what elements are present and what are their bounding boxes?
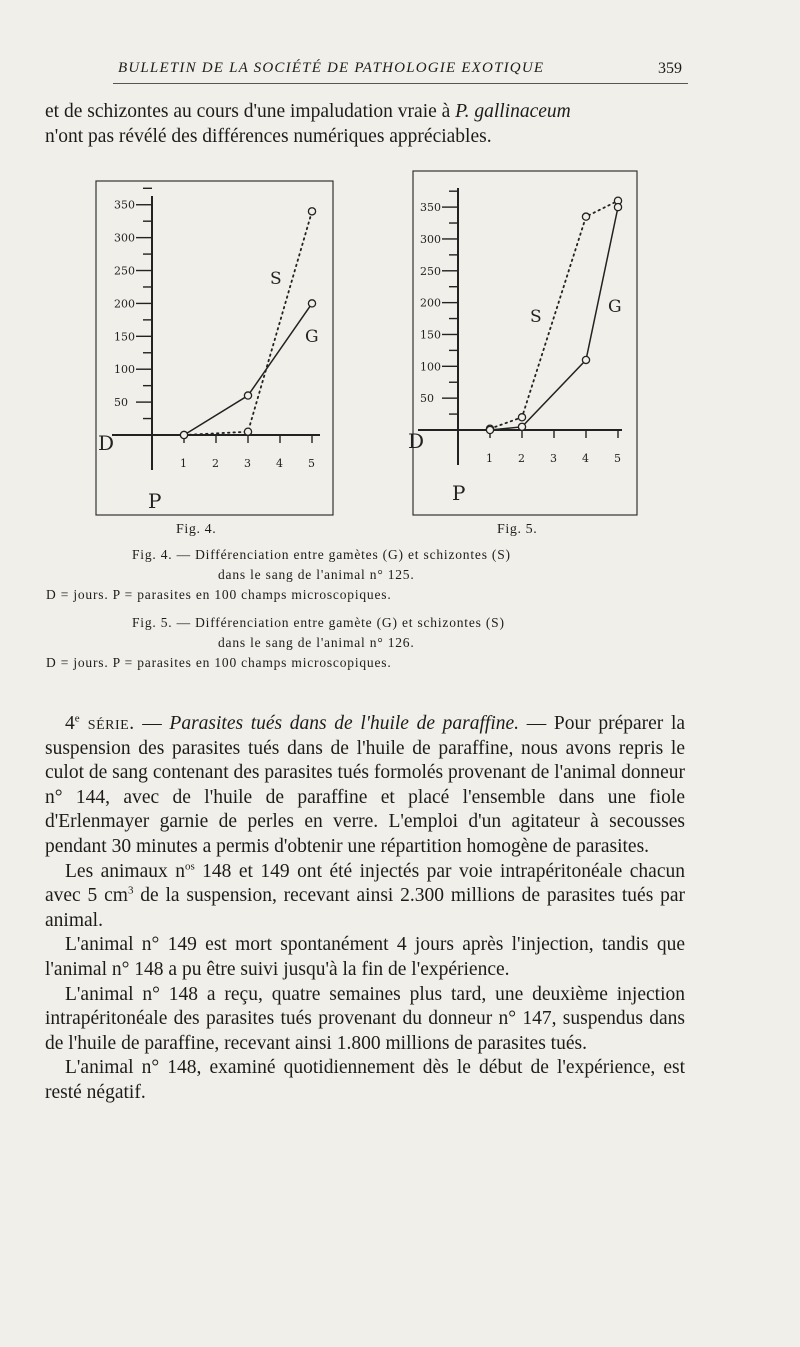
fig5-y-tick-label: 200 [420, 296, 441, 310]
fig5-label: Fig. 5. [497, 522, 538, 537]
fig5-series-label-G: G [608, 297, 622, 317]
fig5-caption-line2: dans le sang de l'animal n° 126. [218, 635, 415, 650]
fig4-y-tick-label: 300 [114, 231, 135, 245]
fig4-caption-line2: dans le sang de l'animal n° 125. [218, 567, 415, 582]
fig4-y-tick-label: 100 [114, 363, 135, 377]
intro-text-a: et de schizontes au cours d'une impaludation vraie à [45, 101, 456, 122]
fig4-point-S [244, 428, 251, 435]
paragraph-animal-149: L'animal n° 149 est mort spontanément 4 jours après l'injection, tandis que l'animal n° 148 a pu être suivi jusqu'à la fin de l'expérience. [45, 934, 685, 980]
fig5-caption-line3: D = jours. P = parasites en 100 champs microscopiques. [46, 655, 392, 670]
fig4-label: Fig. 4. [176, 522, 217, 537]
paragraph-second-injection: L'animal n° 148 a reçu, quatre semaines plus tard, une deuxième injection intrapéritonéale des parasites tués provenant du donneur n° 147, suspendus dans de l'huile de paraffine, recevant ainsi 1.800 millions de parasites tués. [45, 983, 685, 1054]
fig4-y-axis-letter: P [148, 489, 162, 513]
section-title: Parasites tués dans de l'huile de paraffine. [169, 713, 520, 734]
fig4-point-S [308, 208, 315, 215]
fig5-series-S [490, 201, 618, 429]
fig4-x-axis-letter: D [98, 431, 115, 455]
fig5-x-axis-letter: D [408, 429, 425, 453]
fig5-x-tick-label: 4 [582, 452, 589, 465]
fig5-point-S [582, 213, 589, 220]
fig5-point-G [518, 423, 525, 430]
page-number: 359 [658, 60, 682, 77]
fig4-series-S [184, 211, 312, 435]
fig5-y-tick-label: 150 [420, 328, 441, 342]
paragraph-series-4: 4e série. — Parasites tués dans de l'huile de paraffine. — Pour préparer la suspension des parasites tués dans de l'huile de paraffine, nous avons repris le culot de sang contenant des parasites tués formolés provenant de l'animal donneur n° 144, avec de l'huile de paraffine et placé l'ensemble dans une fiole d'Erlenmayer garnie de perles en verre. L'emploi d'un agitateur à secousses pendant 30 minutes a permis d'obtenir une répartition homogène de parasites. [45, 712, 686, 857]
fig5-chart [408, 188, 622, 505]
fig5-point-G [486, 426, 493, 433]
fig5-y-tick-label: 350 [420, 201, 441, 215]
fig5-y-axis-letter: P [452, 481, 466, 505]
fig4-chart [98, 188, 320, 513]
fig4-x-tick-label: 3 [244, 457, 251, 470]
fig5-point-G [614, 204, 621, 211]
fig5-x-tick-label: 1 [486, 452, 493, 465]
fig4-y-tick-label: 350 [114, 198, 135, 212]
paragraph-negative-result: L'animal n° 148, examiné quotidiennement dès le début de l'expérience, est resté négatif. [45, 1057, 685, 1103]
fig4-y-tick-label: 250 [114, 264, 135, 278]
fig4-x-tick-label: 2 [212, 457, 219, 470]
fig5-frame [413, 171, 637, 515]
fig4-point-G [180, 431, 187, 438]
fig5-x-tick-label: 2 [518, 452, 525, 465]
intro-text-b: n'ont pas révélé des différences numériques appréciables. [45, 125, 492, 147]
paragraph-injection: Les animaux $n^{os}$ 148 et 149 ont été injectés par voie intrapéritonéale chacun avec 5 $cm^3$ de la suspension, recevant ainsi 2.300 millions de parasites tués par animal. [45, 860, 685, 931]
fig4-point-G [308, 300, 315, 307]
fig5-y-tick-label: 100 [420, 360, 441, 374]
fig4-x-tick-label: 4 [276, 457, 283, 470]
fig4-caption-line3: D = jours. P = parasites en 100 champs microscopiques. [46, 587, 392, 602]
running-title: BULLETIN DE LA SOCIÉTÉ DE PATHOLOGIE EXOTIQUE [118, 60, 545, 76]
fig5-series-label-S: S [530, 307, 542, 327]
fig4-y-tick-label: 50 [114, 396, 128, 410]
fig5-y-tick-label: 250 [420, 264, 441, 278]
fig4-point-G [244, 392, 251, 399]
fig4-series-label-S: S [270, 269, 282, 289]
fig4-series-G [184, 303, 312, 435]
fig4-caption-line1: Fig. 4. — Différenciation entre gamètes (G) et schizontes (S) [132, 547, 511, 562]
body-text [45, 712, 685, 1106]
fig5-x-tick-label: 5 [614, 452, 621, 465]
species-name: P. gallinaceum [455, 101, 571, 122]
fig4-y-tick-label: 200 [114, 297, 135, 311]
fig5-point-G [582, 356, 589, 363]
fig5-x-tick-label: 3 [550, 452, 557, 465]
fig5-y-tick-label: 300 [420, 232, 441, 246]
fig5-point-S [518, 414, 525, 421]
fig4-x-tick-label: 5 [308, 457, 315, 470]
fig4-y-tick-label: 150 [114, 330, 135, 344]
fig4-x-tick-label: 1 [180, 457, 187, 470]
series-heading: série. [79, 713, 135, 734]
fig4-series-label-G: G [305, 327, 319, 347]
fig5-y-tick-label: 50 [420, 392, 434, 406]
fig5-caption-line1: Fig. 5. — Différenciation entre gamète (G) et schizontes (S) [132, 615, 505, 630]
